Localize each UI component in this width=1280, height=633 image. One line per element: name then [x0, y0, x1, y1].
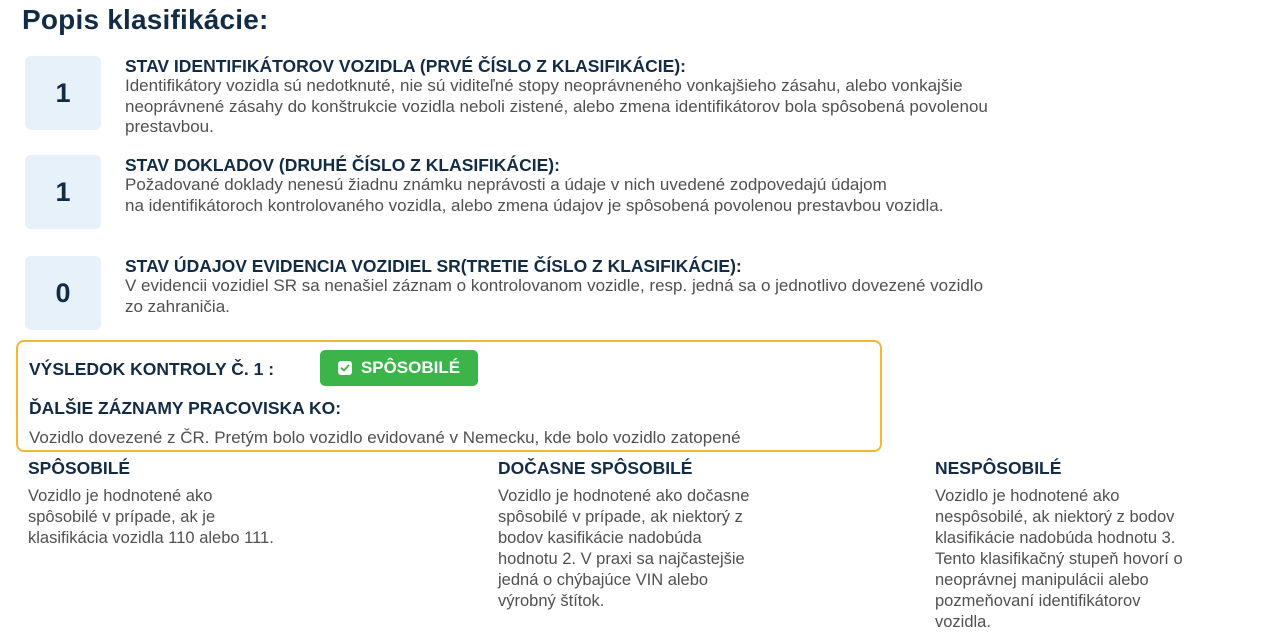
legend-item-unfit [935, 458, 1239, 633]
classification-number-badge: 0 [25, 256, 101, 330]
result-label: VÝSLEDOK KONTROLY Č. 1 : [29, 359, 275, 379]
status-badge [320, 350, 478, 386]
legend-title: DOČASNE SPÔSOBILÉ [498, 458, 693, 478]
page-title: Popis klasifikácie: [22, 4, 269, 35]
legend-line: spôsobilé v prípade, ak niektorý z [498, 508, 743, 526]
legend-line: nespôsobilé, ak niektorý z bodov [935, 508, 1175, 526]
legend-description [28, 486, 320, 549]
description-line: neoprávnené zásahy do konštrukcie vozidla neboli zistené, alebo zmena identifikátorov bola spôsobená povolenou [125, 96, 988, 116]
legend-line: Vozidlo je hodnotené ako dočasne [498, 487, 750, 505]
classification-heading: STAV ÚDAJOV EVIDENCIA VOZIDIEL SR(TRETIE ČÍSLO Z KLASIFIKÁCIE): [125, 256, 742, 276]
legend-line: výrobný štítok. [498, 592, 605, 610]
legend-line: jedná o chýbajúce VIN alebo [498, 571, 709, 589]
status-label: SPÔSOBILÉ [360, 358, 461, 377]
description-line: zo zahraničia. [125, 296, 230, 316]
records-label: ĎALŠIE ZÁZNAMY PRACOVISKA KO: [29, 398, 342, 418]
classification-number-badge: 1 [25, 155, 101, 229]
legend-line: vozidla. [935, 613, 991, 631]
legend-title: NESPÔSOBILÉ [935, 458, 1062, 478]
classification-number-badge: 1 [25, 56, 101, 130]
legend-description [498, 486, 790, 612]
legend-title: SPÔSOBILÉ [28, 458, 131, 478]
legend-line: klasifikácia vozidla 110 alebo 111. [28, 529, 274, 547]
description-line: Identifikátory vozidla sú nedotknuté, nie sú viditeľné stopy neoprávneného vonkajšieho zásahu, alebo vonkajšie [125, 76, 963, 95]
classification-text [125, 256, 1165, 317]
records-text: Vozidlo dovezené z ČR. Pretým bolo vozidlo evidované v Nemecku, kde bolo vozidlo zatopené [29, 428, 741, 447]
description-line: Požadované doklady nenesú žiadnu známku neprávosti a údaje v nich uvedené zodpovedajú údajom [125, 175, 887, 194]
legend-line: pozmeňovaní identifikátorov [935, 592, 1141, 610]
classification-heading: STAV DOKLADOV (DRUHÉ ČÍSLO Z KLASIFIKÁCIE): [125, 155, 560, 175]
classification-heading: STAV IDENTIFIKÁTOROV VOZIDLA (PRVÉ ČÍSLO Z KLASIFIKÁCIE): [125, 56, 686, 76]
legend-line: neoprávnej manipulácii alebo [935, 571, 1149, 589]
classification-description [125, 175, 1165, 216]
legend-description [935, 486, 1239, 633]
description-line: prestavbou. [125, 117, 214, 136]
description-line: na identifikátoroch kontrolovaného vozidla, alebo zmena údajov je spôsobená povolenou prestavbou vozidla. [125, 195, 944, 215]
legend-line: bodov kasifikácie nadobúda [498, 529, 702, 547]
classification-text [125, 155, 1165, 216]
description-line: V evidencii vozidiel SR sa nenašiel záznam o kontrolovanom vozidle, resp. jedná sa o jednotlivo dovezené vozidlo [125, 276, 984, 295]
inspection-result-panel [16, 340, 882, 452]
legend-line: Vozidlo je hodnotené ako [935, 487, 1120, 505]
classification-description [125, 76, 1165, 138]
legend-line: klasifikácie nadobúda hodnotu 3. [935, 529, 1176, 547]
classification-text [125, 56, 1165, 138]
legend-item-temporarily-fit [498, 458, 790, 612]
checkbox-check-icon [338, 361, 352, 375]
legend-line: Tento klasifikačný stupeň hovorí o [935, 550, 1183, 568]
legend-line: hodnotu 2. V praxi sa najčastejšie [498, 550, 745, 568]
legend-item-fit [28, 458, 320, 549]
legend-line: spôsobilé v prípade, ak je [28, 508, 216, 526]
classification-description [125, 276, 1165, 317]
legend-line: Vozidlo je hodnotené ako [28, 487, 213, 505]
